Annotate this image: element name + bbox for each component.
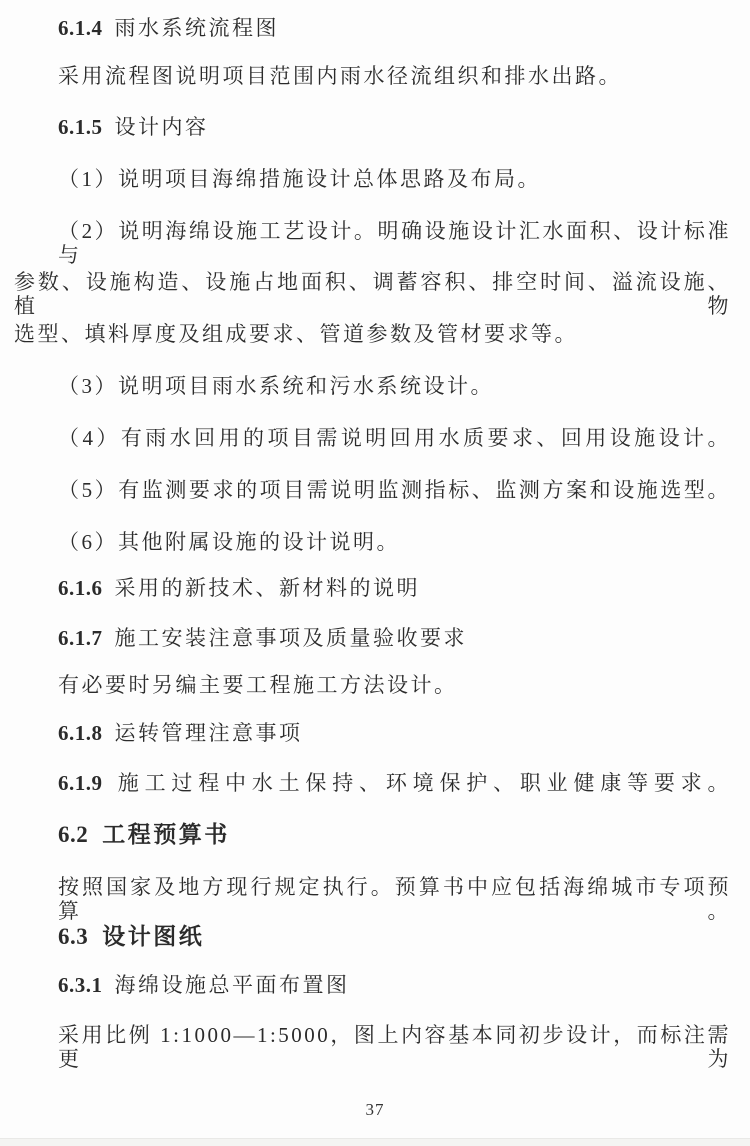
list-item-4 [14,426,731,450]
section-number: 6.1.7 [58,626,103,650]
section-number: 6.1.9 [58,771,103,795]
list-item-3 [14,374,731,398]
page-bottom-band [0,1138,750,1146]
section-title: 海绵设施总平面布置图 [114,973,350,997]
section-number: 6.2 [58,822,89,847]
paragraph-text: 采用比例 1:1000—1:5000，图上内容基本同初步设计，而标注需更为 [58,1023,731,1071]
heading-6-1-9 [14,771,731,795]
section-title: 设计图纸 [102,924,205,949]
paragraph-text: （4）有雨水回用的项目需说明回用水质要求、回用设施设计。 [58,426,731,450]
paragraph-line [14,673,731,697]
section-title: 工程预算书 [102,822,230,847]
heading-6-3 [14,924,731,950]
paragraph-text: 按照国家及地方现行规定执行。预算书中应包括海绵城市专项预算。 [58,875,731,923]
paragraph-text: （1）说明项目海绵措施设计总体思路及布局。 [58,167,541,191]
list-item-6 [14,530,731,554]
section-title: 施工过程中水土保持、环境保护、职业健康等要求。 [114,771,731,795]
page-number [0,1100,750,1120]
heading-6-1-5 [14,115,731,139]
section-title: 施工安装注意事项及质量验收要求 [114,626,467,650]
section-number: 6.1.5 [58,115,103,139]
section-title: 设计内容 [114,115,209,139]
section-number: 6.1.8 [58,721,103,745]
paragraph-text: （3）说明项目雨水系统和污水系统设计。 [58,374,494,398]
heading-6-1-4 [14,16,731,40]
heading-6-1-8 [14,721,731,745]
paragraph-text: 选型、填料厚度及组成要求、管道参数及管材要求等。 [14,322,578,346]
section-number: 6.3.1 [58,973,103,997]
section-number: 6.3 [58,924,89,949]
section-number: 6.1.4 [58,16,103,40]
section-number: 6.1.6 [58,576,103,600]
paragraph-text: 有必要时另编主要工程施工方法设计。 [58,673,458,697]
heading-6-3-1 [14,973,731,997]
list-item-2 [14,219,731,267]
paragraph-text: 采用流程图说明项目范围内雨水径流组织和排水出路。 [58,64,622,88]
paragraph-text: 参数、设施构造、设施占地面积、调蓄容积、排空时间、溢流设施、植物 [14,270,731,318]
paragraph-line [14,1023,731,1071]
section-title: 雨水系统流程图 [114,16,279,40]
paragraph-line [14,875,731,923]
heading-6-2 [14,822,731,848]
section-title: 采用的新技术、新材料的说明 [114,576,420,600]
paragraph-text: （6）其他附属设施的设计说明。 [58,530,400,554]
paragraph-line [14,64,731,88]
page-number-value: 37 [365,1100,385,1119]
paragraph-text: （5）有监测要求的项目需说明监测指标、监测方案和设施选型。 [58,478,731,502]
paragraph-text: （2）说明海绵设施工艺设计。明确设施设计汇水面积、设计标准与 [58,219,731,267]
list-item-2-continuation [14,270,731,318]
heading-6-1-6 [14,576,731,600]
list-item-2-continuation [14,322,731,346]
heading-6-1-7 [14,626,731,650]
list-item-1 [14,167,731,191]
section-title: 运转管理注意事项 [114,721,303,745]
list-item-5 [14,478,731,502]
